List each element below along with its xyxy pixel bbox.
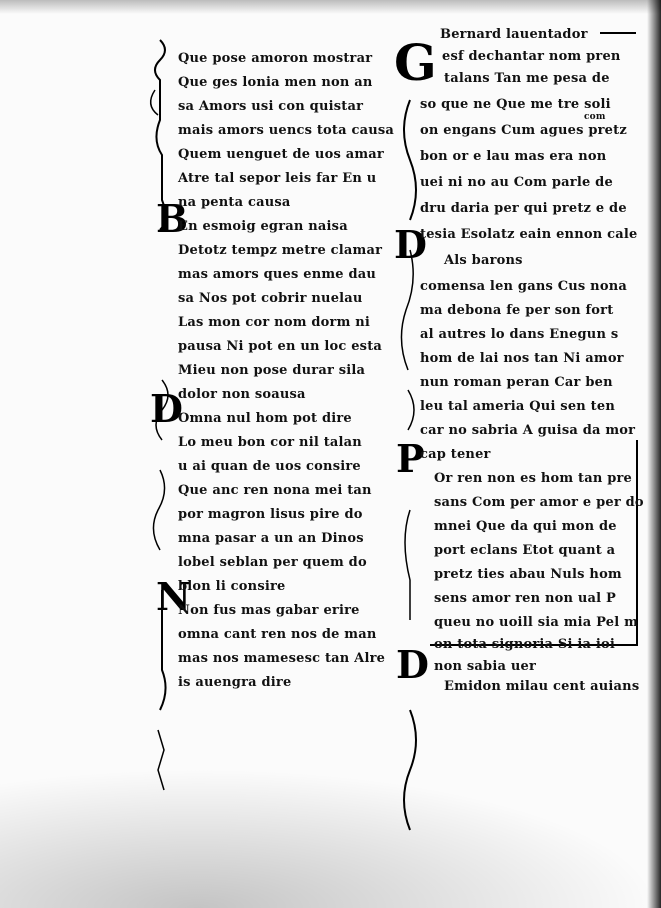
- text-line: sans Com per amor e per do: [434, 495, 644, 510]
- text-line: pausa Ni pot en un loc esta: [178, 339, 383, 354]
- text-line: Que anc ren nona mei tan: [178, 483, 372, 498]
- text-line: Quem uenguet de uos amar: [178, 147, 384, 162]
- text-line: bon or e lau mas era non: [420, 149, 607, 164]
- text-line: Atre tal sepor leis far En u: [178, 171, 377, 186]
- text-line: mais amors uencs tota causa: [178, 123, 395, 138]
- initial-letter-b: B: [156, 196, 189, 241]
- text-line: cap tener: [420, 447, 491, 462]
- text-line: Als barons: [444, 253, 523, 268]
- text-line: sens amor ren non ual P: [434, 591, 617, 606]
- text-line: blon li consire: [178, 579, 286, 594]
- text-line: Mieu non pose durar sila: [178, 363, 366, 378]
- text-line: por magron lisus pire do: [178, 507, 363, 522]
- text-line: mna pasar a un an Dinos: [178, 531, 364, 546]
- text-line: on engans Cum agues pretz: [420, 123, 627, 138]
- text-line: al autres lo dans Enegun s: [420, 327, 619, 342]
- page-edge-shadow: [647, 0, 661, 908]
- text-line: Lo meu bon cor nil talan: [178, 435, 362, 450]
- text-line: Bernard lauentador: [440, 27, 588, 42]
- text-line: mas nos mamesesc tan Alre: [178, 651, 386, 666]
- text-line: Non fus mas gabar erire: [178, 603, 360, 618]
- text-line: pretz ties abau Nuls hom: [434, 567, 622, 582]
- initial-letter-g: G: [394, 33, 437, 92]
- text-line: is auengra dire: [178, 675, 292, 690]
- text-line: lobel seblan per quem do: [178, 555, 367, 570]
- text-line: talans Tan me pesa de: [444, 71, 610, 86]
- text-line: hom de lai nos tan Ni amor: [420, 351, 624, 366]
- text-line: na penta causa: [178, 195, 291, 210]
- text-line: dru daria per qui pretz e de: [420, 201, 627, 216]
- scan-shadow-top: [0, 0, 661, 14]
- text-line: tesia Esolatz eain ennon cale: [420, 227, 638, 242]
- text-line: u ai quan de uos consire: [178, 459, 361, 474]
- text-line: En esmoig egran naisa: [178, 219, 348, 234]
- text-line: Que ges lonia men non an: [178, 75, 373, 90]
- parchment-stain: [0, 768, 661, 908]
- initial-letter-d-2: D: [394, 222, 427, 267]
- text-line: port eclans Etot quant a: [434, 543, 616, 558]
- text-line: Las mon cor nom dorm ni: [178, 315, 371, 330]
- frame-rule-top: [600, 32, 636, 34]
- text-line: Or ren non es hom tan pre: [434, 471, 633, 486]
- text-line: sa Nos pot cobrir nuelau: [178, 291, 363, 306]
- initial-letter-d: D: [150, 386, 183, 431]
- superscript-note: com: [584, 112, 606, 122]
- text-line: ma debona fe per son fort: [420, 303, 614, 318]
- text-line: omna cant ren nos de man: [178, 627, 377, 642]
- text-line: sa Amors usi con quistar: [178, 99, 364, 114]
- text-line: mnei Que da qui mon de: [434, 519, 617, 534]
- initial-letter-n: N: [156, 574, 191, 619]
- text-line: Omna nul hom pot dire: [178, 411, 352, 426]
- text-line: dolor non soausa: [178, 387, 306, 402]
- text-line: leu tal ameria Qui sen ten: [420, 399, 616, 414]
- text-line: uei ni no au Com parle de: [420, 175, 613, 190]
- text-line: nun roman peran Car ben: [420, 375, 613, 390]
- text-line: on tota signoria Si ia ioi: [434, 637, 615, 652]
- text-line: Detotz tempz metre clamar: [178, 243, 383, 258]
- text-line: mas amors ques enme dau: [178, 267, 377, 282]
- text-line: Emidon milau cent auians: [444, 679, 640, 694]
- text-line: queu no uoill sia mia Pel m: [434, 615, 639, 630]
- initial-letter-d-3: D: [396, 642, 429, 687]
- text-line: comensa len gans Cus nona: [420, 279, 627, 294]
- text-line: Que pose amoron mostrar: [178, 51, 373, 66]
- text-line: so que ne Que me tre soli: [420, 97, 611, 112]
- text-line: non sabia uer: [434, 659, 536, 674]
- text-line: car no sabria A guisa da mor: [420, 423, 636, 438]
- text-line: esf dechantar nom pren: [442, 49, 621, 64]
- initial-letter-p: P: [396, 436, 425, 481]
